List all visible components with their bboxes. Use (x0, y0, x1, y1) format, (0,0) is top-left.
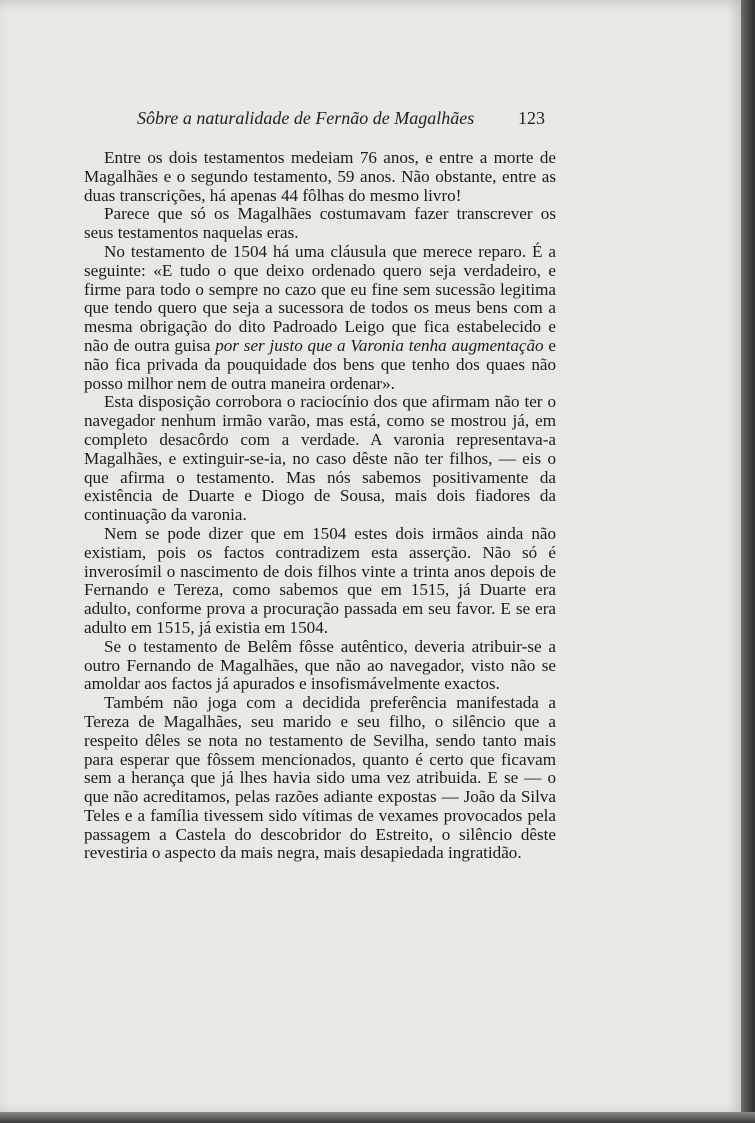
body-text (84, 149, 556, 863)
paragraph (84, 694, 556, 863)
text-run: e não fica privada da pouquidade dos bens que tenho dos quaes não posso milhor nem de outra maneira ordenar». (84, 335, 556, 393)
text-run: Também não joga com a decidida preferência manifestada a Tereza de Magalhães, seu marido e seu filho, o silêncio que a respeito dêles se nota no testamento de Sevilha, sendo tanto mais para esperar que fôssem mencionados, quanto é certo que ficavam sem a herança que já lhes havia sido uma vez atribuida. E se — o que não acreditamos, pelas razões adiante expostas — João da Silva Teles e a família tivessem sido vítimas de vexames provocados pela passagem a Castela do descobridor do Estreito, o silêncio dêste revestiria o aspecto da mais negra, mais desapiedada ingratidão. (84, 693, 556, 863)
italic-text-run: por ser justo que a Varonia tenha augmentação (215, 335, 544, 355)
text-run: Nem se pode dizer que em 1504 estes dois irmãos ainda não existiam, pois os factos contradizem esta asserção. Não só é inverosímil o nascimento de dois filhos vinte a trinta anos depois de Fernando e Tereza, como sabemos que em 1515, já Duarte era adulto, conforme prova a procuração passada em seu favor. E se era adulto em 1515, já existia em 1504. (84, 523, 556, 637)
text-run: Entre os dois testamentos medeiam 76 anos, e entre a morte de Magalhães e o segundo testamento, 59 anos. Não obstante, entre as duas transcrições, há apenas 44 fôlhas do mesmo livro! (84, 148, 556, 205)
text-run: No testamento de 1504 há uma cláusula que merece reparo. É a seguinte: «E tudo o que deixo ordenado quero seja verdadeiro, e firme para todo o sempre no cazo que eu fine sem sucessão legitima que tendo quero que seja a sucessora de todos os meus bens com a mesma obrigação do dito Padroado Leigo que fica estabelecido e não de outra guisa (84, 241, 556, 355)
page-edge-shadow (741, 0, 755, 1123)
page-header (137, 108, 545, 129)
paragraph (84, 393, 556, 525)
running-title: Sôbre a naturalidade de Fernão de Magalhães (137, 108, 475, 128)
paragraph (84, 205, 556, 243)
page-number: 123 (518, 108, 545, 128)
paragraph (84, 149, 556, 205)
page-bottom-shadow (0, 1112, 755, 1123)
text-run: Esta disposição corrobora o raciocínio dos que afirmam não ter o navegador nenhum irmão varão, mas está, como se mostrou já, em completo desacôrdo com a verdade. A varonia representava-a Magalhães, e extinguir-se-ia, no caso dêste não ter filhos, — eis o que afirma o testamento. Mas nós sabemos positivamente da existência de Duarte e Diogo de Sousa, mais dois fiadores da continuação da varonia. (84, 392, 556, 525)
text-run: Parece que só os Magalhães costumavam fazer transcrever os seus testamentos naquelas eras. (84, 204, 556, 243)
paragraph (84, 243, 556, 393)
paragraph (84, 525, 556, 638)
paragraph (84, 638, 556, 694)
text-run: Se o testamento de Belêm fôsse autêntico, deveria atribuir-se a outro Fernando de Magalhães, que não ao navegador, visto não se amoldar aos factos já apurados e insofismávelmente exactos. (84, 636, 556, 694)
